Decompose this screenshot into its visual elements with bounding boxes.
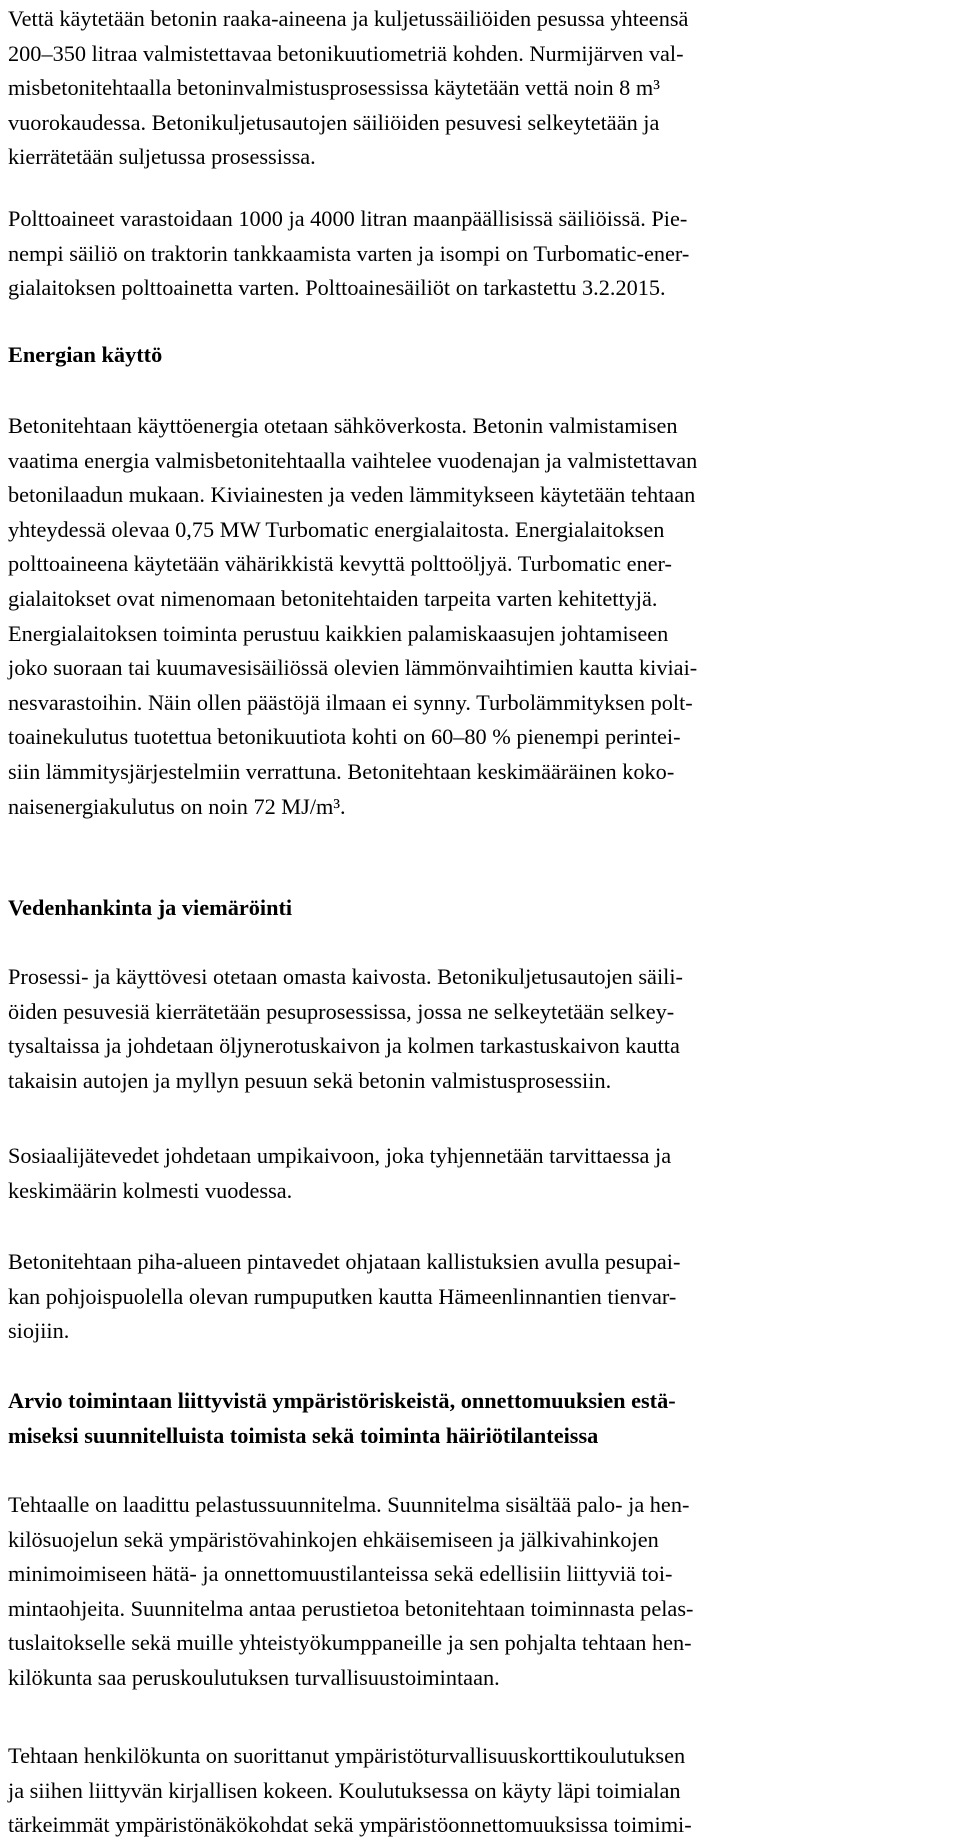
- text-line: Tehtaan henkilökunta on suorittanut ympäristöturvallisuuskorttikoulutuksen: [8, 1743, 686, 1768]
- text-line: tuslaitokselle sekä muille yhteistyökumppaneille ja sen pohjalta tehtaan hen-: [8, 1630, 692, 1656]
- text-line: takaisin autojen ja myllyn pesuun sekä betonin valmistusprosessiin.: [8, 1067, 612, 1093]
- text-line: vuorokaudessa. Betonikuljetusautojen säiliöiden pesuvesi selkeytetään ja: [8, 109, 660, 135]
- heading-line: Arvio toimintaan liittyvistä ympäristöriskeistä, onnettomuuksien estä-: [8, 1388, 676, 1413]
- paragraph-sanitary-wastewater: [8, 1139, 671, 1208]
- paragraph-water-use: [8, 2, 688, 175]
- text-line: ja siihen liittyvän kirjallisen kokeen. Koulutuksessa on käyty läpi toimialan: [8, 1777, 681, 1803]
- text-line: misbetonitehtaalla betoninvalmistusprosessissa käytetään vettä noin 8 m³: [8, 75, 660, 101]
- text-line: Betonitehtaan piha-alueen pintavedet ohjataan kallistuksien avulla pesupai-: [8, 1249, 681, 1274]
- section-heading-water-supply: [8, 891, 292, 926]
- text-line: tärkeimmät ympäristönäkökohdat sekä ympäristöonnettomuuksissa toimimi-: [8, 1812, 692, 1838]
- text-line: keskimäärin kolmesti vuodessa.: [8, 1177, 293, 1203]
- text-line: Tehtaalle on laadittu pelastussuunnitelma. Suunnitelma sisältää palo- ja hen-: [8, 1492, 690, 1517]
- text-line: polttoaineena käytetään vähärikkistä kevyttä polttoöljyä. Turbomatic ener-: [8, 551, 672, 577]
- text-line: Betonitehtaan käyttöenergia otetaan sähköverkosta. Betonin valmistamisen: [8, 413, 678, 438]
- text-line: kilökunta saa peruskoulutuksen turvallisuustoimintaan.: [8, 1664, 500, 1690]
- text-line: nesvarastoihin. Näin ollen päästöjä ilmaan ei synny. Turbolämmityksen polt-: [8, 689, 693, 715]
- text-line: kierrätetään suljetussa prosessissa.: [8, 144, 316, 170]
- text-line: Prosessi- ja käyttövesi otetaan omasta kaivosta. Betonikuljetusautojen säili-: [8, 964, 683, 989]
- text-line: Sosiaalijätevedet johdetaan umpikaivoon, joka tyhjennetään tarvittaessa ja: [8, 1143, 672, 1168]
- paragraph-surface-water: [8, 1245, 680, 1349]
- text-line: mintaohjeita. Suunnitelma antaa perustietoa betonitehtaan toiminnasta pelas-: [8, 1595, 694, 1621]
- paragraph-process-water: [8, 960, 683, 1098]
- text-line: siin lämmitysjärjestelmiin verrattuna. Betonitehtaan keskimääräinen koko-: [8, 758, 675, 784]
- heading-line: miseksi suunnitelluista toimista sekä toiminta häiriötilanteissa: [8, 1422, 599, 1448]
- text-line: toainekulutus tuotettua betonikuutiota kohti on 60–80 % pienempi perintei-: [8, 724, 681, 750]
- text-line: gialaitokset ovat nimenomaan betonitehtaiden tarpeita varten kehitettyjä.: [8, 585, 658, 611]
- text-line: yhteydessä olevaa 0,75 MW Turbomatic energialaitosta. Energialaitoksen: [8, 516, 665, 542]
- paragraph-staff-training: [8, 1739, 692, 1843]
- text-line: betonilaadun mukaan. Kiviainesten ja veden lämmitykseen käytetään tehtaan: [8, 482, 696, 508]
- text-line: gialaitoksen polttoainetta varten. Polttoainesäiliöt on tarkastettu 3.2.2015.: [8, 275, 666, 301]
- text-line: Energialaitoksen toiminta perustuu kaikkien palamiskaasujen johtamiseen: [8, 620, 669, 646]
- text-line: nempi säiliö on traktorin tankkaamista varten ja isompi on Turbomatic-ener-: [8, 240, 690, 266]
- text-line: kan pohjoispuolella olevan rumpuputken kautta Hämeenlinnantien tienvar-: [8, 1283, 677, 1309]
- text-line: vaatima energia valmisbetonitehtaalla vaihtelee vuodenajan ja valmistettavan: [8, 447, 698, 473]
- paragraph-rescue-plan: [8, 1488, 693, 1696]
- text-line: Polttoaineet varastoidaan 1000 ja 4000 litran maanpäällisissä säiliöissä. Pie-: [8, 206, 688, 231]
- text-line: öiden pesuvesiä kierrätetään pesuprosessissa, jossa ne selkeytetään selkey-: [8, 998, 675, 1024]
- text-line: joko suoraan tai kuumavesisäiliössä olevien lämmönvaihtimien kautta kiviai-: [8, 655, 698, 681]
- section-heading-energy: [8, 338, 162, 373]
- paragraph-energy-use: [8, 409, 697, 824]
- paragraph-fuel-storage: [8, 202, 689, 306]
- text-line: Vettä käytetään betonin raaka-aineena ja kuljetussäiliöiden pesussa yhteensä: [8, 6, 689, 31]
- heading-line: Vedenhankinta ja viemäröinti: [8, 895, 293, 920]
- text-line: 200–350 litraa valmistettavaa betonikuutiometriä kohden. Nurmijärven val-: [8, 40, 684, 66]
- text-line: tysaltaissa ja johdetaan öljynerotuskaivon ja kolmen tarkastuskaivon kautta: [8, 1033, 680, 1059]
- text-line: naisenergiakulutus on noin 72 MJ/m³.: [8, 793, 346, 819]
- section-heading-environmental-risks: [8, 1384, 676, 1453]
- text-line: kilösuojelun sekä ympäristövahinkojen ehkäisemiseen ja jälkivahinkojen: [8, 1526, 659, 1552]
- heading-line: Energian käyttö: [8, 342, 163, 367]
- text-line: siojiin.: [8, 1318, 70, 1344]
- text-line: minimoimiseen hätä- ja onnettomuustilanteissa sekä edellisiin liittyviä toi-: [8, 1561, 673, 1587]
